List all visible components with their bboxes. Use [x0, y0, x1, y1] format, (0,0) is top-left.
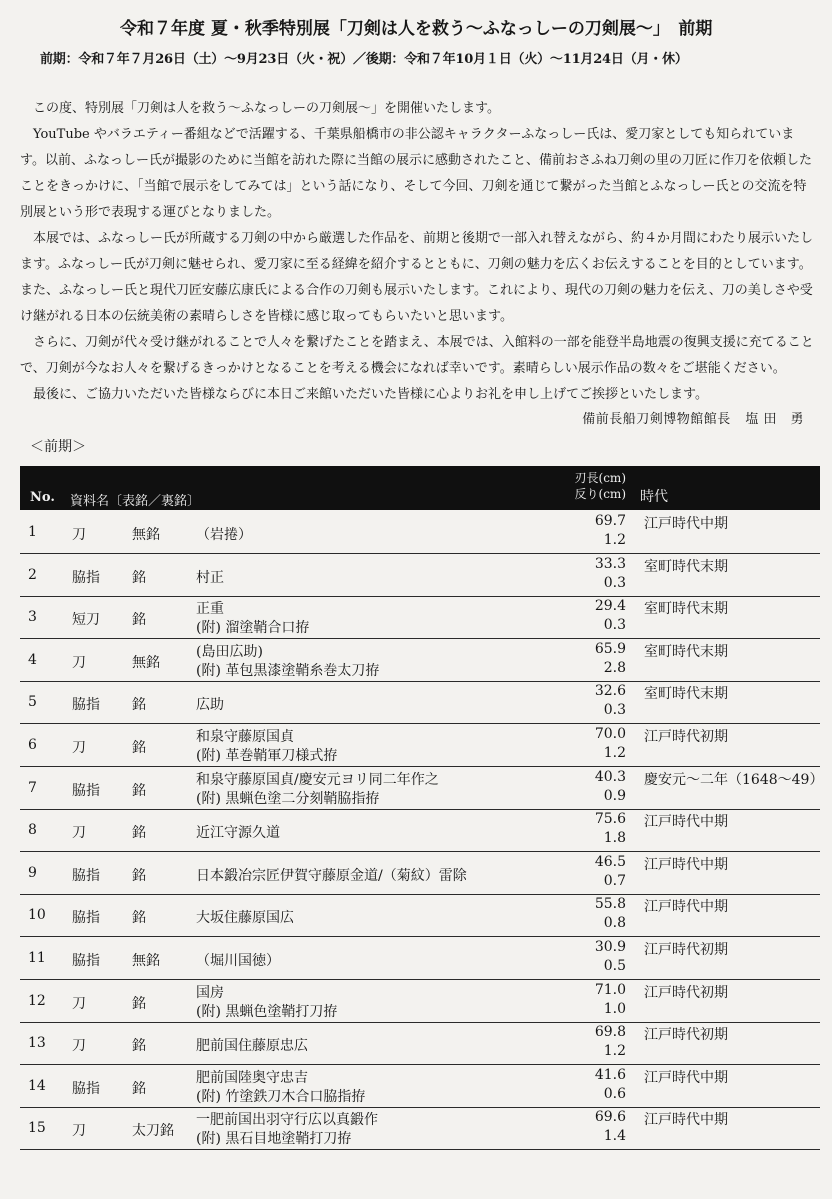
item-mounting: (附) 黒蝋色塗二分刻鞘脇指拵 — [196, 790, 380, 807]
header-length-sori — [568, 470, 626, 502]
blade-length: 55.8 — [594, 896, 626, 913]
table-row — [20, 511, 820, 554]
item-mounting: (附) 溜塗鞘合口拵 — [196, 620, 310, 637]
signature-type: 太刀銘 — [132, 1123, 174, 1140]
item-type: 刀 — [72, 995, 86, 1012]
table-row — [20, 980, 820, 1023]
row-number: 6 — [28, 737, 37, 753]
item-name: 和泉守藤原国貞/慶安元ヨリ同二年作之 — [196, 771, 439, 788]
curvature: 0.6 — [603, 1085, 626, 1102]
signature-type: 銘 — [132, 569, 146, 586]
signature-type: 無銘 — [132, 654, 160, 671]
table-row — [20, 596, 820, 639]
curvature: 1.8 — [603, 830, 626, 847]
era: 江戸時代初期 — [644, 729, 728, 745]
era: 江戸時代中期 — [644, 1069, 728, 1086]
row-number: 5 — [28, 694, 37, 711]
era: 室町時代末期 — [644, 558, 728, 575]
row-number: 2 — [28, 566, 37, 583]
item-mounting: (附) 革包黒漆塗鞘糸巻太刀拵 — [196, 662, 380, 679]
item-name: 日本鍛冶宗匠伊賀守藤原金道/（菊紋）雷除 — [196, 867, 467, 884]
signature-type: 銘 — [132, 612, 146, 629]
row-number: 12 — [28, 992, 46, 1009]
row-number: 1 — [28, 524, 37, 540]
header-length: 刃長(cm) — [574, 471, 626, 485]
row-number: 8 — [28, 822, 37, 839]
signature-type: 銘 — [132, 825, 146, 842]
header-name: 資料名〔表銘／裏銘〕 — [70, 494, 201, 509]
item-type: 脇指 — [72, 697, 100, 714]
item-type: 刀 — [72, 1038, 86, 1055]
blade-length: 41.6 — [594, 1066, 626, 1083]
item-type: 刀 — [72, 527, 86, 543]
row-number: 7 — [28, 779, 37, 796]
table-row — [20, 724, 820, 767]
curvature: 0.5 — [603, 958, 626, 974]
blade-length: 30.9 — [594, 939, 626, 955]
item-type: 刀 — [72, 1123, 86, 1140]
item-name: (島田広助) — [196, 643, 263, 660]
table-row — [20, 639, 820, 682]
row-number: 10 — [28, 907, 46, 924]
table-row — [20, 554, 820, 597]
era: 室町時代末期 — [644, 643, 728, 660]
era: 江戸時代中期 — [644, 856, 728, 873]
item-mounting: (附) 竹塗鉄刀木合口脇指拵 — [196, 1088, 366, 1105]
table-row — [20, 681, 820, 724]
item-type: 刀 — [72, 740, 86, 756]
curvature: 1.4 — [603, 1128, 626, 1145]
blade-length: 69.6 — [594, 1109, 626, 1126]
table-row — [20, 1065, 820, 1108]
item-type: 短刀 — [72, 612, 100, 629]
blade-length: 70.0 — [594, 726, 626, 742]
introduction — [20, 96, 815, 408]
curvature: 2.8 — [603, 659, 626, 676]
intro-paragraph: 本展では、ふなっしー氏が所蔵する刀剣の中から厳選した作品を、前期と後期で一部入れ替えながら、約４か月間にわたり展示いたします。ふなっしー氏が刀剣に魅せられ、愛刀家に至る経緯を紹介するとともに、刀剣の魅力を広くお伝えすることを目的としています。また、ふなっしー氏と現代刀匠安藤広康氏による合作の刀剣も展示いたします。これにより、現代の刀剣の魅力を伝え、刀の美しさや受け継がれる日本の伝統美術の素晴らしさを皆様に感じ取ってもらいたいと思います。 — [20, 231, 814, 324]
table-row — [20, 937, 820, 980]
intro-paragraph: さらに、刀剣が代々受け継がれることで人々を繋げたことを踏まえ、本展では、入館料の一部を能登半島地震の復興支援に充てることで、刀剣が今なお人々を繋げるきっかけとなることを考える機会になれば幸いです。素晴らしい展示作品の数々をご堪能ください。 — [20, 335, 814, 376]
item-name: （堀川国徳） — [196, 953, 280, 969]
item-mounting: (附) 革巻鞘軍刀様式拵 — [196, 748, 338, 764]
signature — [572, 408, 804, 427]
signature-type: 銘 — [132, 740, 146, 756]
signature-type: 無銘 — [132, 527, 160, 543]
curvature: 1.2 — [603, 1043, 626, 1060]
intro-paragraph: YouTube やバラエティー番組などで活躍する、千葉県船橋市の非公認キャラクターふなっしー氏は、愛刀家としても知られています。以前、ふなっしー氏が撮影のために当館を訪れた際に当館の展示に感動されたこと、備前おさふね刀剣の里の刀匠に作刀を依頼したことをきっかけに、「当館で展示をしてみては」という話になり、そして今回、刀剣を通じて繋がった当館とふなっしー氏との交流を特別展という形で表現する運びとなりました。 — [20, 127, 812, 220]
era: 室町時代末期 — [644, 686, 728, 703]
era: 江戸時代中期 — [644, 516, 728, 532]
item-type: 刀 — [72, 654, 86, 671]
header-era: 時代 — [640, 489, 668, 505]
signature-name: 塩 田 勇 — [745, 412, 804, 427]
signature-type: 銘 — [132, 1038, 146, 1055]
curvature: 0.9 — [603, 787, 626, 804]
curvature: 0.7 — [603, 872, 626, 889]
blade-length: 33.3 — [594, 555, 626, 572]
header-sori: 反り(cm) — [574, 487, 626, 501]
exhibition-period: 前期：令和７年７月26日（土）～9月23日（火・祝）／後期：令和７年10月１日（火）～11月24日（月・休） — [40, 52, 688, 67]
item-name: （岩捲） — [196, 527, 252, 543]
signature-type: 銘 — [132, 782, 146, 799]
signature-type: 銘 — [132, 910, 146, 927]
curvature: 1.2 — [603, 745, 626, 761]
item-mounting: (附) 黒蝋色塗鞘打刀拵 — [196, 1003, 338, 1020]
blade-length: 29.4 — [594, 598, 626, 615]
era: 江戸時代中期 — [644, 814, 728, 831]
era: 江戸時代初期 — [644, 984, 728, 1001]
row-number: 11 — [28, 950, 46, 966]
item-name: 肥前国陸奥守忠吉 — [196, 1069, 308, 1086]
item-name: 広助 — [196, 697, 224, 714]
item-name: 大坂住藤原国広 — [196, 910, 294, 927]
item-type: 脇指 — [72, 910, 100, 927]
row-number: 15 — [28, 1120, 46, 1137]
item-type: 刀 — [72, 825, 86, 842]
era: 江戸時代中期 — [644, 1112, 728, 1129]
table-row — [20, 894, 820, 937]
item-name: 国房 — [196, 984, 224, 1001]
era: 江戸時代初期 — [644, 1027, 728, 1044]
era: 室町時代末期 — [644, 601, 728, 618]
intro-paragraph: この度、特別展「刀剣は人を救う～ふなっしーの刀剣展～」を開催いたします。 — [20, 101, 500, 116]
row-number: 3 — [28, 609, 37, 626]
signature-type: 無銘 — [132, 953, 160, 969]
item-type: 脇指 — [72, 867, 100, 884]
table-row — [20, 809, 820, 852]
blade-length: 71.0 — [594, 981, 626, 998]
row-number: 13 — [28, 1035, 46, 1052]
table-header — [20, 466, 820, 510]
intro-paragraph: 最後に、ご協力いただいた皆様ならびに本日ご来館いただいた皆様に心よりお礼を申し上げてご挨拶といたします。 — [20, 387, 708, 402]
row-number: 14 — [28, 1077, 46, 1094]
item-type: 脇指 — [72, 1080, 100, 1097]
blade-length: 69.7 — [594, 513, 626, 529]
signature-title: 備前長船刀剣博物館館長 — [582, 412, 731, 427]
table-row — [20, 1022, 820, 1065]
blade-length: 32.6 — [594, 683, 626, 700]
item-name: 一肥前国出羽守行広以真鍛作 — [196, 1112, 378, 1129]
signature-type: 銘 — [132, 1080, 146, 1097]
blade-length: 40.3 — [594, 768, 626, 785]
era: 江戸時代中期 — [644, 899, 728, 916]
header-no: No. — [30, 490, 55, 505]
table-row — [20, 852, 820, 895]
item-type: 脇指 — [72, 569, 100, 586]
item-name: 和泉守藤原国貞 — [196, 729, 294, 745]
curvature: 1.0 — [603, 1000, 626, 1017]
blade-length: 65.9 — [594, 640, 626, 657]
curvature: 0.3 — [603, 574, 626, 591]
blade-length: 46.5 — [594, 853, 626, 870]
section-label: ＜前期＞ — [30, 439, 86, 455]
item-name: 正重 — [196, 601, 224, 618]
table-row — [20, 1107, 820, 1150]
blade-length: 75.6 — [594, 811, 626, 828]
era: 慶安元～二年（1648～49） — [644, 771, 824, 788]
item-name: 肥前国住藤原忠広 — [196, 1038, 308, 1055]
row-number: 4 — [28, 651, 37, 668]
era: 江戸時代初期 — [644, 942, 728, 958]
signature-type: 銘 — [132, 867, 146, 884]
page-title: 令和７年度 夏・秋季特別展「刀剣は人を救う～ふなっしーの刀剣展～」 前期 — [120, 19, 713, 39]
table-row — [20, 767, 824, 810]
curvature: 1.2 — [603, 532, 626, 548]
signature-type: 銘 — [132, 697, 146, 714]
curvature: 0.3 — [603, 617, 626, 634]
item-name: 村正 — [196, 569, 224, 586]
signature-type: 銘 — [132, 995, 146, 1012]
item-name: 近江守源久道 — [196, 825, 280, 842]
item-type: 脇指 — [72, 953, 100, 969]
blade-length: 69.8 — [594, 1024, 626, 1041]
curvature: 0.3 — [603, 702, 626, 719]
item-type: 脇指 — [72, 782, 100, 799]
item-mounting: (附) 黒石目地塗鞘打刀拵 — [196, 1131, 352, 1148]
row-number: 9 — [28, 864, 37, 881]
curvature: 0.8 — [603, 915, 626, 932]
